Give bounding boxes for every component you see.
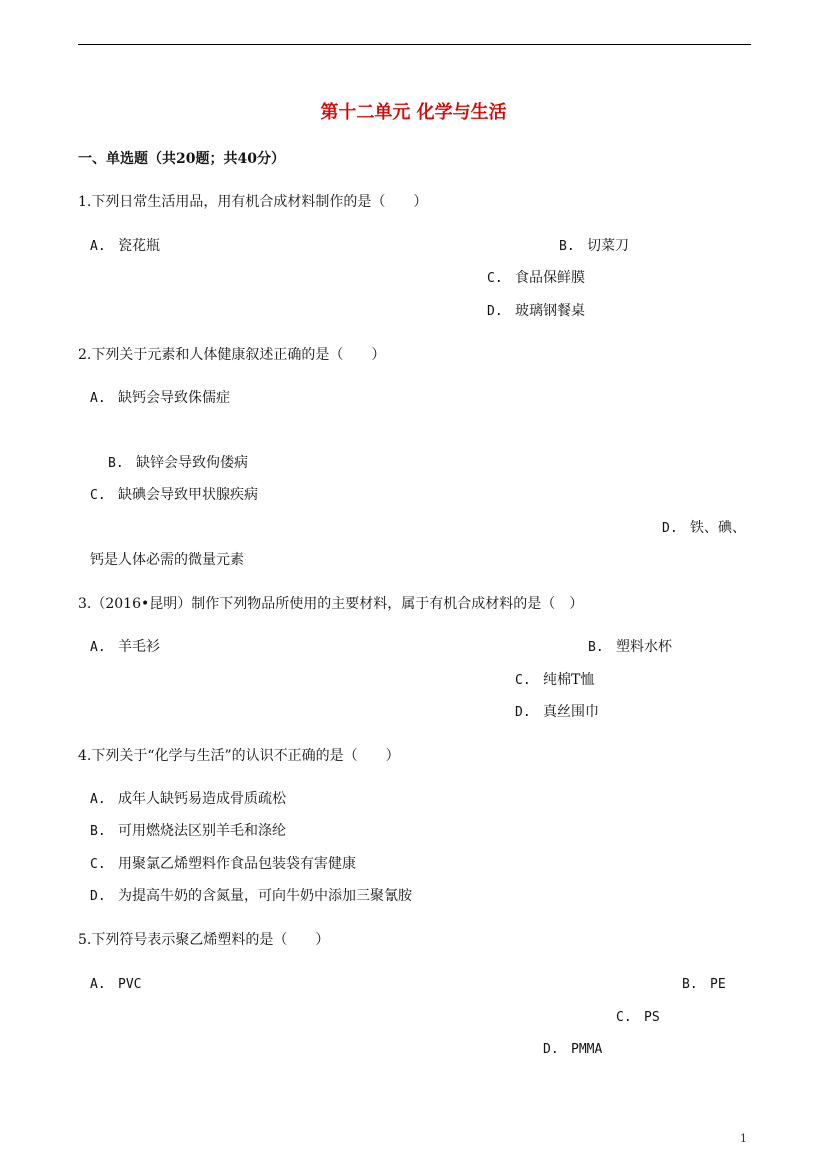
- question-3-stem: 3.（2016•昆明）制作下列物品所使用的主要材料，属于有机合成材料的是（ ）: [78, 596, 584, 612]
- question-1-option-a[interactable]: A. 瓷花瓶: [90, 238, 160, 254]
- page-number: 1: [740, 1132, 747, 1145]
- question-1-option-d[interactable]: D. 玻璃钢餐桌: [487, 303, 585, 319]
- question-4-option-b[interactable]: B. 可用燃烧法区别羊毛和涤纶: [90, 823, 286, 839]
- question-2-option-d[interactable]: D. 铁、碘、: [662, 520, 746, 536]
- section-heading: 一、单选题（共20题；共40分）: [78, 151, 285, 167]
- question-4-option-a[interactable]: A. 成年人缺钙易造成骨质疏松: [90, 791, 286, 807]
- question-3-option-a[interactable]: A. 羊毛衫: [90, 639, 160, 655]
- question-5-option-a[interactable]: A. PVC: [90, 977, 142, 992]
- question-2-stem: 2.下列关于元素和人体健康叙述正确的是（ ）: [78, 347, 386, 363]
- question-1-option-c[interactable]: C. 食品保鲜膜: [487, 270, 585, 286]
- question-2-option-d-continuation: 钙是人体必需的微量元素: [90, 552, 244, 568]
- question-4-stem: 4.下列关于“化学与生活”的认识不正确的是（ ）: [78, 748, 400, 764]
- document-title: 第十二单元 化学与生活: [320, 102, 507, 123]
- question-4-option-d[interactable]: D. 为提高牛奶的含氮量，可向牛奶中添加三聚氰胺: [90, 888, 412, 904]
- question-1-stem: 1.下列日常生活用品，用有机合成材料制作的是（ ）: [78, 194, 428, 210]
- question-4-option-c[interactable]: C. 用聚氯乙烯塑料作食品包装袋有害健康: [90, 856, 356, 872]
- question-2-option-b[interactable]: B. 缺锌会导致佝偻病: [108, 455, 248, 471]
- question-3-option-b[interactable]: B. 塑料水杯: [588, 639, 672, 655]
- question-2-option-a[interactable]: A. 缺钙会导致侏儒症: [90, 390, 230, 406]
- question-3-option-c[interactable]: C. 纯棉T恤: [515, 672, 595, 688]
- question-2-option-c[interactable]: C. 缺碘会导致甲状腺疾病: [90, 487, 258, 503]
- question-3-option-d[interactable]: D. 真丝围巾: [515, 704, 599, 720]
- question-5-stem: 5.下列符号表示聚乙烯塑料的是（ ）: [78, 932, 330, 948]
- question-5-option-b[interactable]: B. PE: [682, 977, 726, 992]
- question-5-option-c[interactable]: C. PS: [616, 1010, 660, 1025]
- header-rule: [78, 44, 751, 45]
- question-5-option-d[interactable]: D. PMMA: [543, 1042, 603, 1057]
- question-1-option-b[interactable]: B. 切菜刀: [559, 238, 629, 254]
